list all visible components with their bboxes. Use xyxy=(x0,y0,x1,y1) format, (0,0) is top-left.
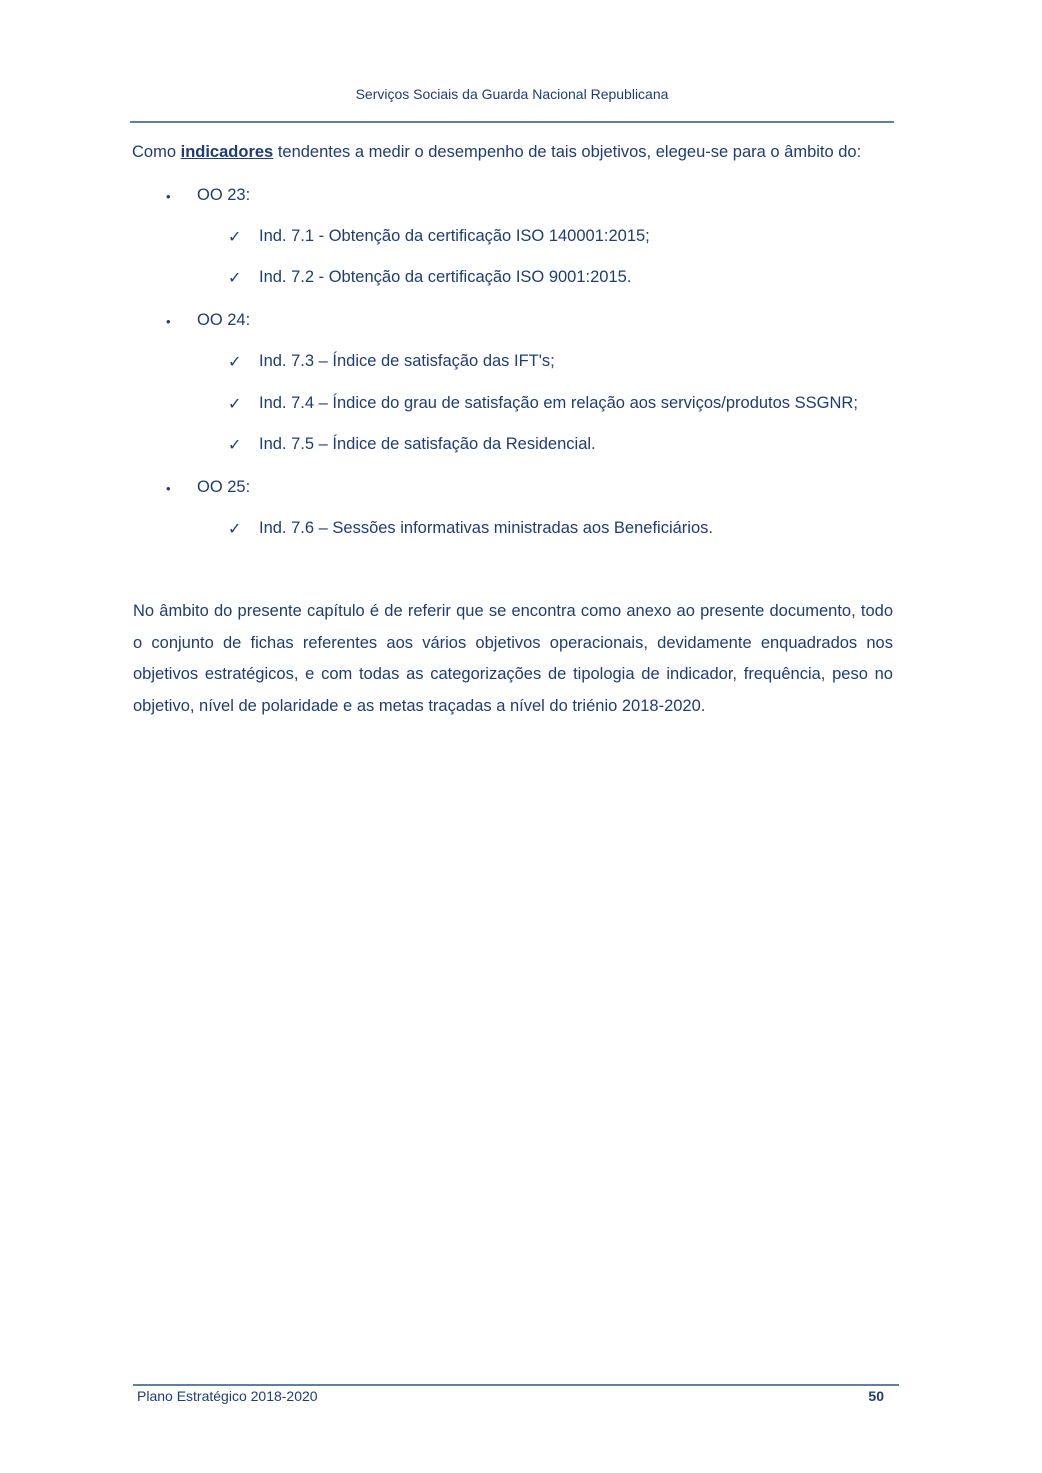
objective-label: OO 24: xyxy=(197,311,251,329)
intro-keyword: indicadores xyxy=(180,143,274,161)
checkmark-icon: ✓ xyxy=(228,270,242,287)
checkmark-icon: ✓ xyxy=(228,229,242,246)
indicator-item: Ind. 7.5 – Índice de satisfação da Residencial. xyxy=(259,435,596,453)
indicator-item: Ind. 7.2 - Obtenção da certificação ISO 9001:2015. xyxy=(259,268,632,286)
footer-divider xyxy=(133,1384,899,1386)
bullet-icon: • xyxy=(166,481,171,496)
page-number: 50 xyxy=(868,1388,884,1404)
page-header-title: Serviços Sociais da Guarda Nacional Republicana xyxy=(355,86,669,102)
intro-sentence xyxy=(132,143,892,162)
checkmark-icon: ✓ xyxy=(228,354,242,371)
indicator-item: Ind. 7.4 – Índice do grau de satisfação em relação aos serviços/produtos SSGNR; xyxy=(259,394,858,412)
indicator-item: Ind. 7.6 – Sessões informativas ministradas aos Beneficiários. xyxy=(259,519,713,537)
intro-after: tendentes a medir o desempenho de tais objetivos, elegeu-se para o âmbito do: xyxy=(273,143,862,161)
objective-label: OO 23: xyxy=(197,186,251,204)
checkmark-icon: ✓ xyxy=(228,396,242,413)
header-divider xyxy=(130,121,894,123)
indicator-item: Ind. 7.3 – Índice de satisfação das IFT's; xyxy=(259,352,555,370)
indicator-item: Ind. 7.1 - Obtenção da certificação ISO 140001:2015; xyxy=(259,227,650,245)
bullet-icon: • xyxy=(166,189,171,204)
intro-before: Como xyxy=(132,143,181,161)
checkmark-icon: ✓ xyxy=(228,521,242,538)
body-paragraph: No âmbito do presente capítulo é de referir que se encontra como anexo ao presente documento, todo o conjunto de fichas referentes aos vários objetivos operacionais, devidamente enquadrados nos objetivos estratégicos, e com todas as categorizações de tipologia de indicador, frequência, peso no objetivo, nível de polaridade e as metas traçadas a nível do triénio 2018-2020. xyxy=(133,602,893,715)
checkmark-icon: ✓ xyxy=(228,437,242,454)
objective-label: OO 25: xyxy=(197,478,251,496)
footer-document-title: Plano Estratégico 2018-2020 xyxy=(137,1388,318,1404)
bullet-icon: • xyxy=(166,314,171,329)
